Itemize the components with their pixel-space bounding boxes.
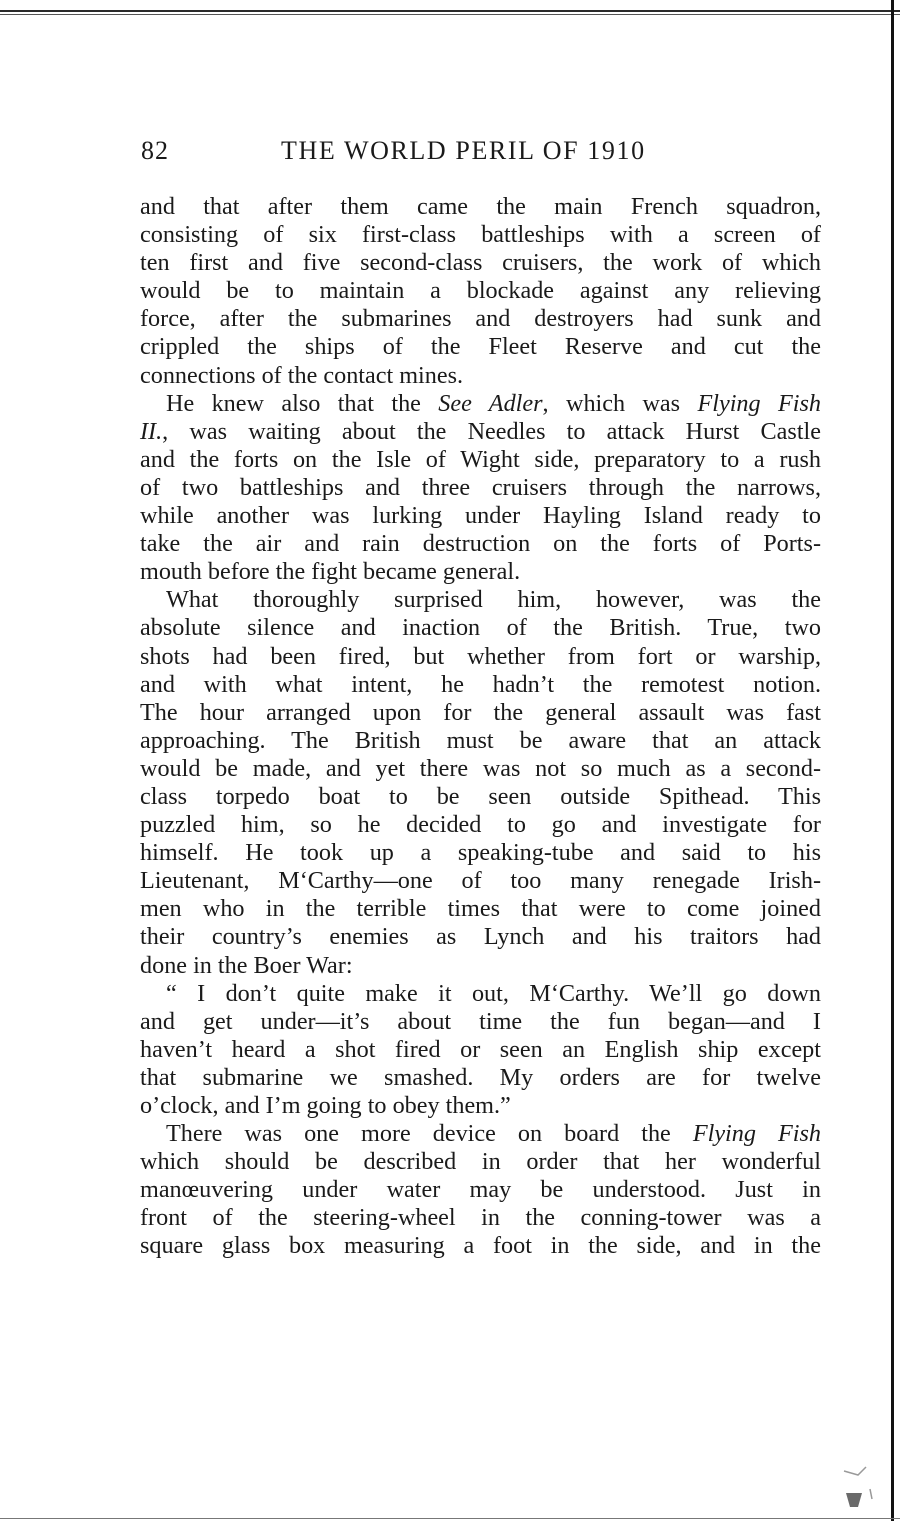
text-line [140,418,821,446]
text-line: and that after them came the main French squadron, [140,193,821,220]
text-line: square glass box measuring a foot in the side, and in the [140,1232,821,1260]
text-run: , which was [542,389,698,417]
text-line: men who in the terrible times that were to come joined [140,895,821,923]
paragraph-3 [140,586,821,979]
page-number: 82 [141,136,169,165]
running-title: THE WORLD PERIL OF 1910 [281,136,646,165]
text-line: while another was lurking under Hayling Island ready to [140,502,821,530]
text-line: would be to maintain a blockade against any relieving [140,277,821,305]
text-line: Lieutenant, M‘Carthy—one of too many renegade Irish- [140,867,821,895]
text-line: o’clock, and I’m going to obey them.” [140,1092,511,1119]
text-line: and with what intent, he hadn’t the remotest notion. [140,670,821,698]
text-line: haven’t heard a shot fired or seen an English ship except [140,1035,821,1063]
text-line: absolute silence and inaction of the British. True, two [140,614,821,642]
text-run: , was waiting about the Needles to attack Hurst Castle [162,417,821,445]
text-line [140,390,821,418]
top-border-rule [0,10,900,12]
text-line: himself. He took up a speaking-tube and said to his [140,839,821,867]
body-text [140,193,821,1261]
top-border-rule-secondary [0,14,900,15]
text-line: The hour arranged upon for the general assault was fast [140,698,821,726]
text-line [140,1120,821,1148]
text-line: force, after the submarines and destroyers had sunk and [140,305,821,333]
text-line: crippled the ships of the Fleet Reserve and cut the [140,333,821,361]
text-line: that submarine we smashed. My orders are for twelve [140,1063,821,1091]
italic-ship-name: II. [140,417,163,445]
text-line: take the air and rain destruction on the forts of Ports- [140,530,821,558]
text-line: What thoroughly surprised him, however, was the [166,586,821,614]
text-line: and get under—it’s about time the fun began—and I [140,1007,821,1035]
text-run: There was one more device on board the [166,1120,693,1148]
text-line: class torpedo boat to be seen outside Spithead. This [140,782,821,810]
italic-ship-name: See Adler [438,389,543,417]
text-line: would be made, and yet there was not so much as a second- [140,754,821,782]
paragraph-1 [140,193,821,390]
text-line: ten first and five second-class cruisers, the work of which [140,249,821,277]
text-line: manœuvering under water may be understood. Just in [140,1176,821,1204]
text-run: He knew also that the [166,389,439,417]
text-line: shots had been fired, but whether from fort or warship, [140,642,821,670]
text-line: of two battleships and three cruisers through the narrows, [140,473,821,501]
paragraph-4 [140,980,821,1120]
text-line: approaching. The British must be aware that an attack [140,726,821,754]
bottom-border-rule [0,1518,900,1519]
italic-ship-name: Flying Fish [697,389,821,417]
running-header [141,136,821,172]
text-line: their country’s enemies as Lynch and his traitors had [140,923,821,951]
text-line: connections of the contact mines. [140,361,464,389]
text-line: which should be described in order that her wonderful [140,1148,821,1176]
text-line: and the forts on the Isle of Wight side, preparatory to a rush [140,445,821,473]
scan-artifact-mark [836,1453,876,1513]
text-line: done in the Boer War: [140,951,353,979]
text-line: “ I don’t quite make it out, M‘Carthy. We’ll go down [166,979,821,1007]
text-line: consisting of six first-class battleships with a screen of [140,221,821,249]
text-line: mouth before the fight became general. [140,558,521,586]
paragraph-2 [140,390,821,587]
right-border-rule [891,0,894,1521]
paragraph-5 [140,1120,821,1260]
text-line: puzzled him, so he decided to go and investigate for [140,811,821,839]
text-line: front of the steering-wheel in the conning-tower was a [140,1204,821,1232]
italic-ship-name: Flying Fish [692,1120,822,1148]
